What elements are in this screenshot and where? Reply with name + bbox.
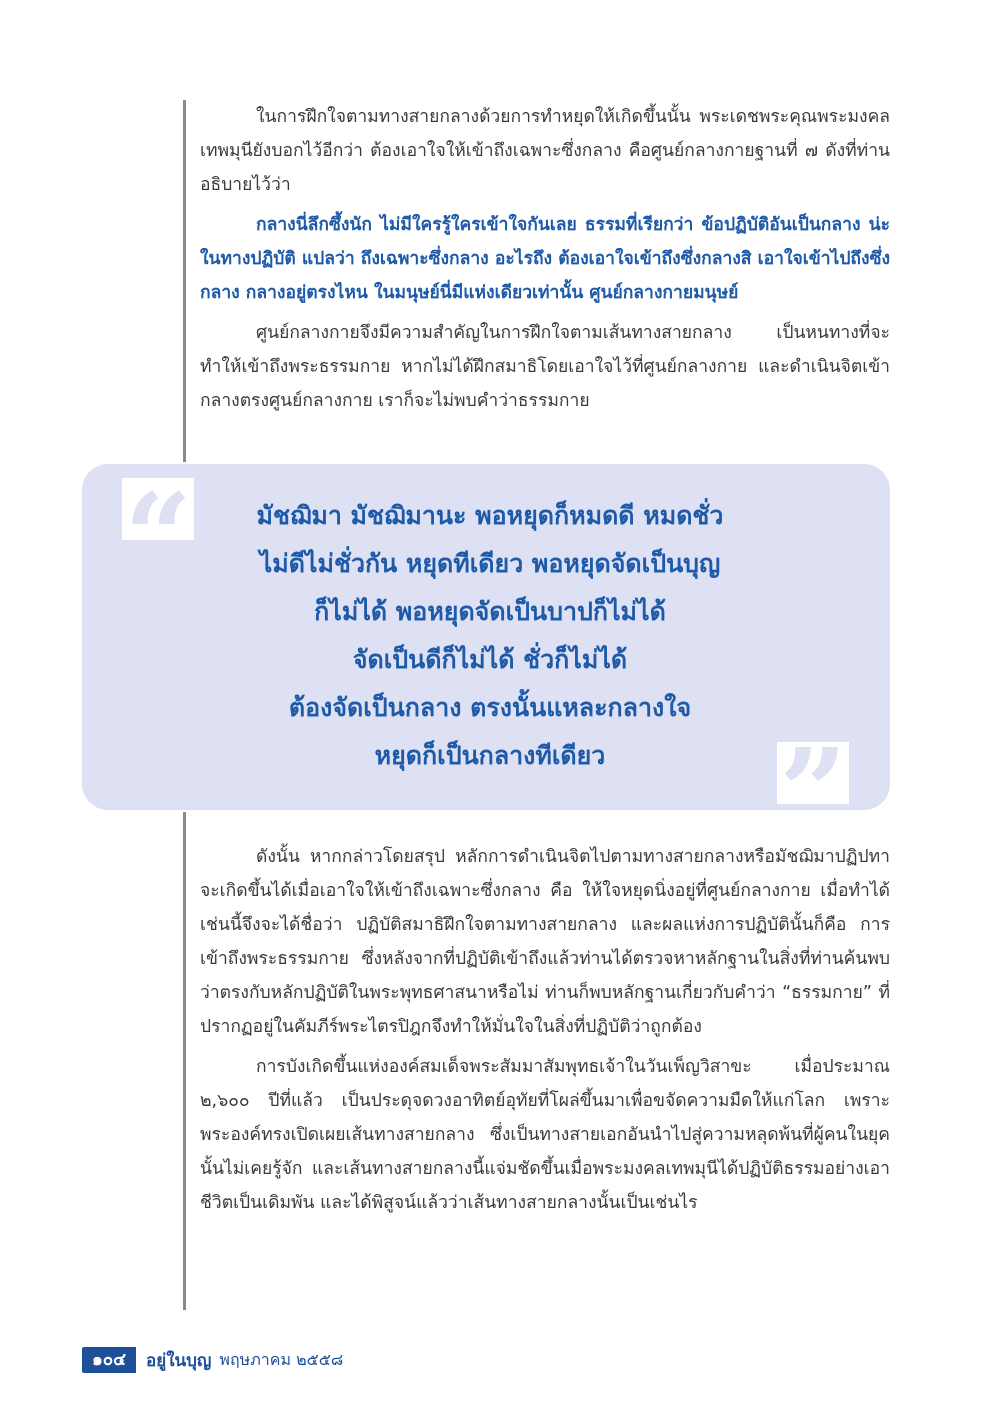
open-quote-icon: “ [122, 478, 194, 540]
left-margin-rule-bottom [183, 812, 186, 1310]
quote-line: หยุดก็เป็นกลางทีเดียว [374, 741, 606, 770]
quote-line: จัดเป็นดีก็ไม่ได้ ชั่วก็ไม่ได้ [352, 645, 628, 674]
page-footer [82, 1347, 343, 1373]
article-bottom-section [200, 840, 890, 1226]
paragraph-summary: ดังนั้น หากกล่าวโดยสรุป หลักการดำเนินจิตไปตามทางสายกลางหรือมัชฌิมาปฏิปทาจะเกิดขึ้นได้เมื่อเอาใจให้เข้าถึงเฉพาะซึ่งกลาง คือ ให้ใจหยุดนิ่งอยู่ที่ศูนย์กลางกาย เมื่อทำได้เช่นนี้จึงจะได้ชื่อว่า ปฏิบัติสมาธิฝึกใจตามทางสายกลาง และผลแห่งการปฏิบัตินั้นก็คือ การเข้าถึงพระธรรมกาย ซึ่งหลังจากที่ปฏิบัติเข้าถึงแล้วท่านได้ตรวจหาหลักฐานในสิ่งที่ท่านค้นพบว่าตรงกับหลักปฏิบัติในพระพุทธศาสนาหรือไม่ ท่านก็พบหลักฐานเกี่ยวกับคำว่า “ธรรมกาย” ที่ปรากฏอยู่ในคัมภีร์พระไตรปิฎกจึงทำให้มั่นใจในสิ่งที่ปฏิบัติว่าถูกต้อง [200, 847, 890, 1037]
quote-line: ก็ไม่ได้ พอหยุดจัดเป็นบาปก็ไม่ได้ [314, 597, 666, 626]
left-margin-rule-top [183, 100, 186, 462]
paragraph-center-importance: ศูนย์กลางกายจึงมีความสำคัญในการฝึกใจตามเส้นทางสายกลาง เป็นหนทางที่จะทำให้เข้าถึงพระธรรมกาย หากไม่ได้ฝึกสมาธิโดยเอาใจไว้ที่ศูนย์กลางกาย และดำเนินจิตเข้ากลางตรงศูนย์กลางกาย เราก็จะไม่พบคำว่าธรรมกาย [200, 323, 890, 411]
paragraph-intro: ในการฝึกใจตามทางสายกลางด้วยการทำหยุดให้เกิดขึ้นนั้น พระเดชพระคุณพระมงคลเทพมุนียังบอกไว้อีกว่า ต้องเอาใจให้เข้าถึงเฉพาะซึ่งกลาง คือศูนย์กลางกายฐานที่ ๗ ดังที่ท่านอธิบายไว้ว่า [200, 107, 890, 195]
pull-quote-text [180, 492, 800, 780]
close-quote-icon: ” [777, 742, 849, 804]
paragraph-teaching-quote: กลางนี่ลึกซึ้งนัก ไม่มีใครรู้ใครเข้าใจกันเลย ธรรมที่เรียกว่า ข้อปฏิบัติอันเป็นกลาง น่ะ ในทางปฏิบัติ แปลว่า ถึงเฉพาะซึ่งกลาง อะไรถึง ต้องเอาใจเข้าถึงซึ่งกลางสิ เอาใจเข้าไปถึงซึ่งกลาง กลางอยู่ตรงไหน ในมนุษย์นี่มีแห่งเดียวเท่านั้น ศูนย์กลางกายมนุษย์ [200, 215, 890, 303]
quote-line: ต้องจัดเป็นกลาง ตรงนั้นแหละกลางใจ [288, 693, 692, 722]
quote-line: มัชฌิมา มัชฌิมานะ พอหยุดก็หมดดี หมดชั่ว [256, 501, 724, 530]
page-number: ๑๐๔ [82, 1347, 136, 1373]
paragraph-buddha-path: การบังเกิดขึ้นแห่งองค์สมเด็จพระสัมมาสัมพุทธเจ้าในวันเพ็ญวิสาขะ เมื่อประมาณ ๒,๖๐๐ ปีที่แล้ว เป็นประดุจดวงอาทิตย์อุทัยที่โผล่ขึ้นมาเพื่อขจัดความมืดให้แก่โลก เพราะพระองค์ทรงเปิดเผยเส้นทางสายกลาง ซึ่งเป็นทางสายเอกอันนำไปสู่ความหลุดพ้นที่ผู้คนในยุคนั้นไม่เคยรู้จัก และเส้นทางสายกลางนี้แจ่มชัดขึ้นเมื่อพระมงคลเทพมุนีได้ปฏิบัติธรรมอย่างเอาชีวิตเป็นเดิมพัน และได้พิสูจน์แล้วว่าเส้นทางสายกลางนั้นเป็นเช่นไร [200, 1057, 890, 1213]
article-top-section [200, 100, 890, 424]
issue-date: พฤษภาคม ๒๕๕๘ [219, 1349, 344, 1369]
quote-line: ไม่ดีไม่ชั่วกัน หยุดทีเดียว พอหยุดจัดเป็นบุญ [259, 549, 721, 578]
magazine-name: อยู่ในบุญ [146, 1350, 212, 1371]
